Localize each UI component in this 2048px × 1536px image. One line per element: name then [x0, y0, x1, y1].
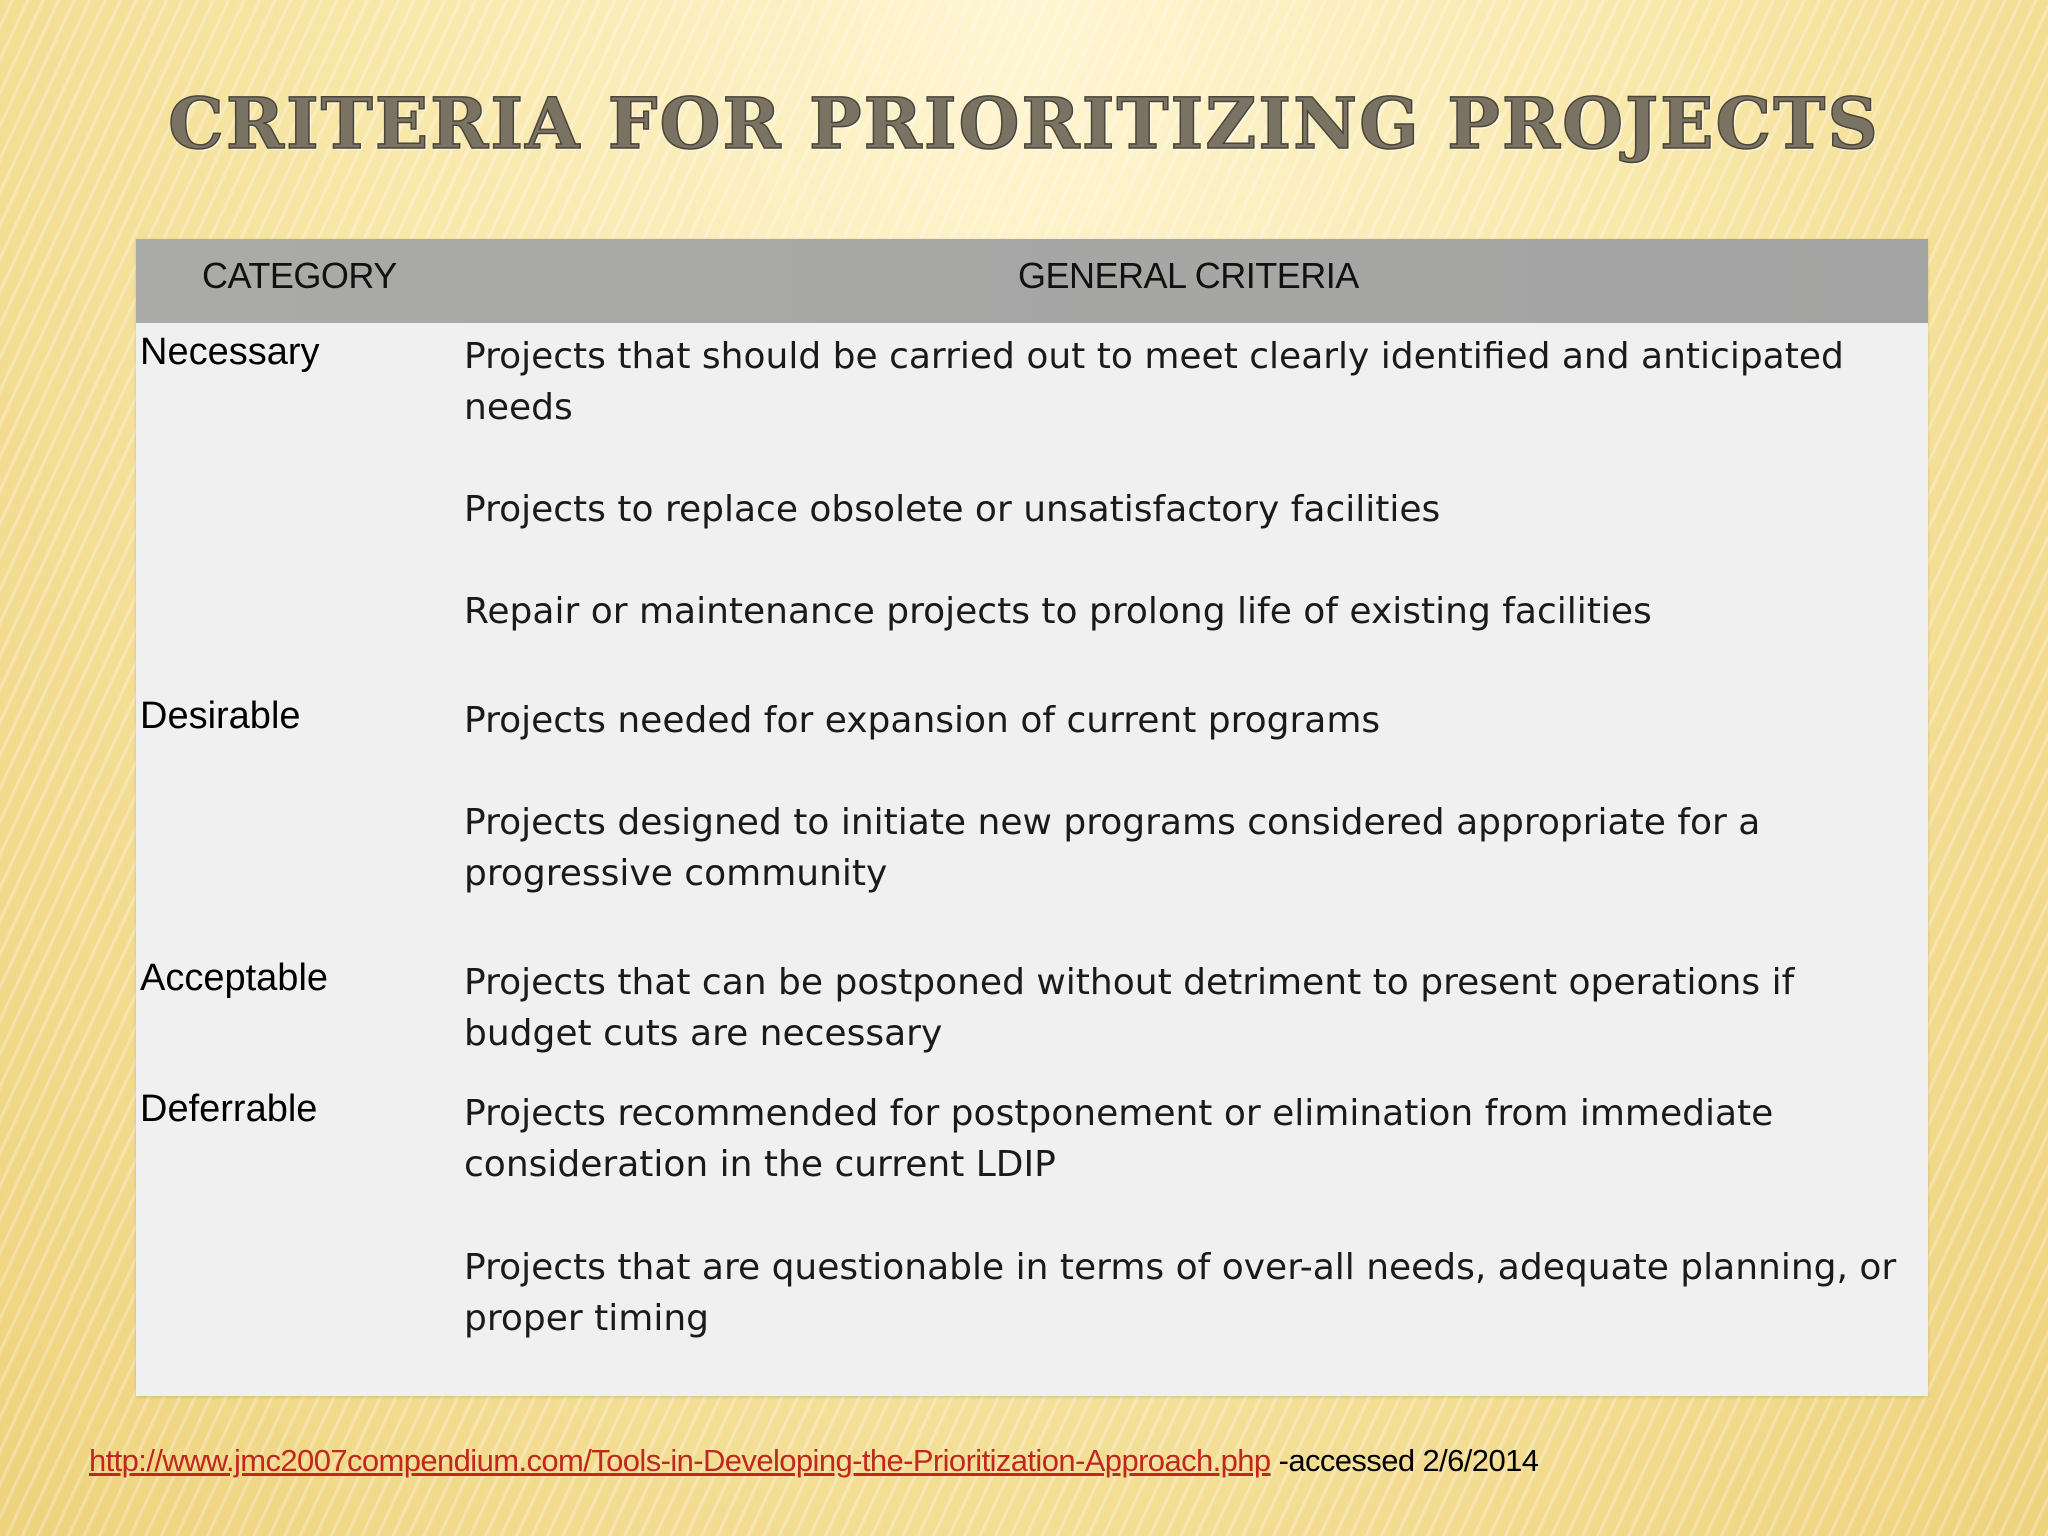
source-citation	[89, 1443, 1538, 1479]
criteria-necessary-3: Repair or maintenance projects to prolong life of existing facilities	[464, 591, 1652, 632]
category-deferrable: Deferrable	[140, 1088, 318, 1130]
slide-title: CRITERIA FOR PRIORITIZING PROJECTS	[168, 82, 1880, 165]
criteria-necessary-1: Projects that should be carried out to meet clearly identified and anticipated needs	[464, 336, 1844, 428]
criteria-desirable-2: Projects designed to initiate new programs considered appropriate for a progressive community	[464, 802, 1761, 894]
criteria-table	[136, 239, 1928, 1396]
category-desirable: Desirable	[140, 695, 301, 737]
criteria-deferrable-2: Projects that are questionable in terms of over-all needs, adequate planning, or proper timing	[464, 1247, 1897, 1339]
criteria-necessary-2: Projects to replace obsolete or unsatisfactory facilities	[464, 489, 1441, 530]
criteria-acceptable-1: Projects that can be postponed without detriment to present operations if budget cuts are necessary	[464, 962, 1795, 1054]
header-category: CATEGORY	[202, 255, 397, 296]
category-acceptable: Acceptable	[140, 957, 329, 999]
header-general-criteria: GENERAL CRITERIA	[1018, 255, 1359, 296]
criteria-deferrable-1: Projects recommended for postponement or elimination from immediate consideration in the current LDIP	[464, 1093, 1774, 1185]
category-necessary: Necessary	[140, 331, 320, 373]
source-link[interactable]: http://www.jmc2007compendium.com/Tools-in-Developing-the-Prioritization-Approach.php	[89, 1443, 1271, 1478]
source-accessed-date: -accessed 2/6/2014	[1270, 1443, 1539, 1478]
table-header-row	[136, 239, 1928, 323]
criteria-desirable-1: Projects needed for expansion of current programs	[464, 700, 1381, 741]
